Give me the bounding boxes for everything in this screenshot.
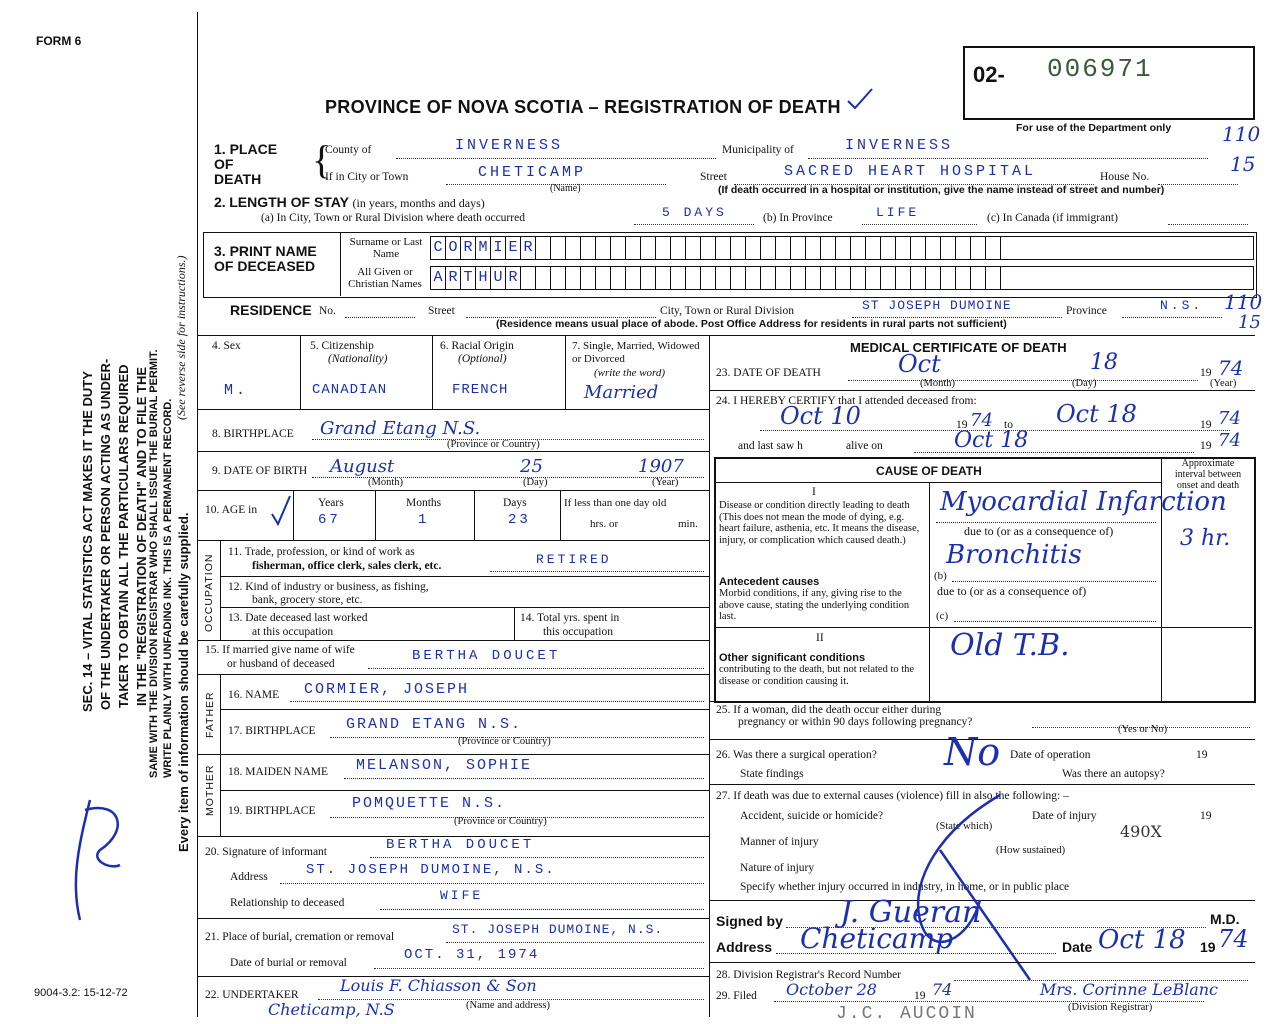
age-months: 1 xyxy=(418,512,430,528)
filed-year-prefix: 19 xyxy=(914,990,926,1002)
undertaker-address: Cheticamp, N.S xyxy=(268,1000,395,1019)
name-letter-box xyxy=(521,267,536,289)
filed-year: 74 xyxy=(932,980,953,999)
reg-number: 006971 xyxy=(1047,54,1153,84)
autopsy-label: Was there an autopsy? xyxy=(1062,768,1165,780)
side-instr-8: (See reverse side for instructions.) xyxy=(174,255,188,420)
name-letter-box xyxy=(731,237,746,259)
racial-value: FRENCH xyxy=(452,382,509,398)
injury-date-label: Date of injury xyxy=(1032,810,1097,822)
name-letter-box: R xyxy=(461,237,476,259)
q27-label: 27. If death was due to external causes (violence) fill in also the following: – xyxy=(716,790,1069,802)
dept-use-label: For use of the Department only xyxy=(1016,122,1172,134)
q12b-label: bank, grocery store, etc. xyxy=(252,594,363,606)
stay-b-value: LIFE xyxy=(876,205,920,220)
cause-ii: Old T.B. xyxy=(950,628,1070,663)
marital-sub: (write the word) xyxy=(594,367,666,379)
municipality-value: INVERNESS xyxy=(845,137,954,154)
informant-name: BERTHA DOUCET xyxy=(386,837,535,853)
name-letter-box xyxy=(536,267,551,289)
name-letter-box xyxy=(956,267,971,289)
q14-label: 14. Total yrs. spent in xyxy=(520,612,620,624)
cause-a: Myocardial Infarction xyxy=(940,487,1227,517)
stay-b-label: (b) In Province xyxy=(763,212,833,224)
burial-date: OCT. 31, 1974 xyxy=(404,947,540,963)
dob-day-hint: (Day) xyxy=(523,477,548,488)
side-instr-6: WRITE PLAINLY WITH UNFADING INK. THIS IS A PERMANENT RECORD. xyxy=(162,398,174,778)
name-letter-box xyxy=(656,267,671,289)
name-letter-box xyxy=(596,267,611,289)
name-letter-box xyxy=(866,237,881,259)
death-month: Oct xyxy=(898,350,941,378)
name-letter-box xyxy=(701,267,716,289)
res-city-label: City, Town or Rural Division xyxy=(660,305,795,317)
name-letter-box xyxy=(566,267,581,289)
racial-label: 6. Racial Origin xyxy=(440,340,514,352)
name-letter-box xyxy=(551,237,566,259)
birthplace-label: 8. BIRTHPLACE xyxy=(212,428,294,440)
father-birthplace: GRAND ETANG N.S. xyxy=(346,716,523,733)
informant-label: 20. Signature of informant xyxy=(205,846,328,858)
q13b-label: at this occupation xyxy=(252,626,334,638)
reg-prefix: 02- xyxy=(973,62,1005,87)
undertaker-name: Louis F. Chiasson & Son xyxy=(340,976,537,995)
due-to-1: due to (or as a consequence of) xyxy=(964,524,1114,538)
dob-year: 1907 xyxy=(638,456,684,477)
disease-label: Disease or condition directly leading to death (This does not mean the mode of dying, e.g. heart failure, asthenia, etc. It means the disease, injury, or complication which caused death.) xyxy=(719,500,920,546)
due-to-2: due to (or as a consequence of) xyxy=(937,584,1087,598)
undertaker-label: 22. UNDERTAKER xyxy=(205,989,299,1001)
occupation-side-label: OCCUPATION xyxy=(203,553,215,632)
death-year: 74 xyxy=(1218,356,1244,380)
side-instr-5: SAME WITH THE DIVISION REGISTRAR WHO SHALL ISSUE THE BURIAL PERMIT. xyxy=(148,349,160,778)
registration-number-box xyxy=(963,46,1255,120)
name-letter-box xyxy=(791,267,806,289)
dob-day: 25 xyxy=(520,456,543,477)
other-label: contributing to the death, but not related to the disease or condition causing it. xyxy=(719,664,915,687)
stay-c-label: (c) In Canada (if immigrant) xyxy=(987,212,1118,224)
other-title: Other significant conditions xyxy=(719,652,866,664)
name-letter-box: R xyxy=(446,267,461,289)
lastsaw-year: 74 xyxy=(1218,430,1241,451)
dept-code-4: 15 xyxy=(1238,312,1261,333)
dob-month-hint: (Month) xyxy=(368,477,403,488)
op-date-label: Date of operation xyxy=(1010,749,1091,761)
name-letter-box xyxy=(761,267,776,289)
registrar-hint: (Division Registrar) xyxy=(1068,1002,1153,1013)
name-letter-box xyxy=(896,237,911,259)
hrs-label: hrs. or xyxy=(590,518,619,530)
length-of-stay-label: 2. LENGTH OF STAY (in years, months and days) xyxy=(214,194,485,210)
informant-address: ST. JOSEPH DUMOINE, N.S. xyxy=(306,862,556,878)
name-letter-box xyxy=(1001,237,1253,259)
to-label: to xyxy=(1004,419,1013,431)
name-letter-box: C xyxy=(431,237,446,259)
res-province-value: N.S. xyxy=(1160,298,1204,313)
given-grid xyxy=(430,266,1254,290)
q15b-label: or husband of deceased xyxy=(227,658,335,670)
res-province-label: Province xyxy=(1066,305,1107,317)
side-instr-2: OF THE UNDERTAKER OR PERSON ACTING AS UNDER- xyxy=(98,358,113,710)
q15-label: 15. If married give name of wife xyxy=(205,644,355,656)
registrar-stamp: J.C. AUCOIN xyxy=(836,1004,977,1024)
date-of-death-label: 23. DATE OF DEATH xyxy=(716,367,821,379)
death-year-prefix: 19 xyxy=(1200,367,1212,379)
name-letter-box xyxy=(1001,267,1253,289)
q25b-label: pregnancy or within 90 days following pregnancy? xyxy=(738,716,973,728)
name-letter-box xyxy=(776,237,791,259)
father-side-label: FATHER xyxy=(204,691,216,738)
certify-label: 24. I HEREBY CERTIFY that I attended deceased from: xyxy=(716,395,977,407)
sig-year-prefix: 19 xyxy=(1200,939,1216,955)
name-letter-box xyxy=(821,237,836,259)
to-year: 74 xyxy=(1218,408,1241,429)
name-letter-box xyxy=(581,267,596,289)
min-label: min. xyxy=(678,518,698,530)
name-letter-box xyxy=(806,267,821,289)
q26-value: No xyxy=(944,730,1001,774)
citizenship-label: 5. Citizenship xyxy=(310,340,374,352)
sex-label: 4. Sex xyxy=(212,340,241,352)
name-letter-box xyxy=(926,267,941,289)
age-checkmark-icon xyxy=(270,494,292,528)
burial-place-label: 21. Place of burial, cremation or removal xyxy=(205,931,395,943)
name-letter-box xyxy=(611,267,626,289)
mother-maiden: MELANSON, SOPHIE xyxy=(356,757,533,774)
name-letter-box: O xyxy=(446,237,461,259)
sig-date: Oct 18 xyxy=(1098,925,1186,955)
citizenship-sub: (Nationality) xyxy=(328,353,388,365)
lessday-label: If less than one day old xyxy=(564,497,667,509)
alive-label: alive on xyxy=(846,440,883,452)
days-label: Days xyxy=(503,497,527,509)
signature-flourish-icon xyxy=(880,790,1060,990)
name-letter-box xyxy=(626,267,641,289)
medical-title: MEDICAL CERTIFICATE OF DEATH xyxy=(850,340,1067,355)
side-instr-3: TAKER TO OBTAIN ALL THE PARTICULARS REQUIRED xyxy=(116,364,131,708)
dob-month: August xyxy=(330,456,395,477)
name-letter-box xyxy=(911,267,926,289)
hospital-note: (If death occurred in a hospital or institution, give the name instead of street and number) xyxy=(718,184,1165,196)
op-year-prefix: 19 xyxy=(1196,749,1208,761)
name-letter-box xyxy=(686,237,701,259)
father-name-label: 16. NAME xyxy=(228,689,280,701)
age-years: 67 xyxy=(318,512,341,528)
age-days: 23 xyxy=(508,512,531,528)
maiden-label: 18. MAIDEN NAME xyxy=(228,766,328,778)
manner-label: Manner of injury xyxy=(740,836,819,848)
name-letter-box: M xyxy=(476,237,491,259)
name-letter-box xyxy=(671,237,686,259)
form-label: FORM 6 xyxy=(36,34,82,48)
dept-code-2: 15 xyxy=(1230,152,1256,176)
physician-address: Cheticamp xyxy=(800,922,954,955)
name-letter-box xyxy=(941,237,956,259)
house-label: House No. xyxy=(1100,171,1150,183)
name-letter-box xyxy=(851,267,866,289)
filed-date: October 28 xyxy=(786,980,877,999)
surname-grid xyxy=(430,236,1254,260)
city-value: CHETICAMP xyxy=(478,164,587,181)
sex-value: M. xyxy=(224,382,249,399)
name-letter-box xyxy=(836,237,851,259)
name-letter-box xyxy=(956,237,971,259)
name-letter-box xyxy=(881,267,896,289)
attended-from: Oct 10 xyxy=(780,402,861,430)
q14b-label: this occupation xyxy=(543,626,613,638)
death-month-hint: (Month) xyxy=(920,378,955,389)
sig-date-label: Date xyxy=(1062,939,1093,955)
stay-a-label: (a) In City, Town or Rural Division where death occurred xyxy=(261,212,525,224)
name-letter-box xyxy=(806,237,821,259)
father-name: CORMIER, JOSEPH xyxy=(304,681,470,698)
father-birthplace-hint: (Province or Country) xyxy=(458,736,551,747)
res-city-value: ST JOSEPH DUMOINE xyxy=(862,298,1012,313)
street-label: Street xyxy=(700,171,727,183)
dept-code-3: 110 xyxy=(1224,290,1263,314)
cause-b: Bronchitis xyxy=(946,540,1082,570)
q11-label: 11. Trade, profession, or kind of work as xyxy=(228,546,415,558)
name-letter-box xyxy=(761,237,776,259)
yes-no-hint: (Yes or No) xyxy=(1118,724,1168,735)
name-letter-box: A xyxy=(431,267,446,289)
specify-label: Specify whether injury occurred in industry, in home, or in public place xyxy=(740,881,1070,893)
attended-to: Oct 18 xyxy=(1056,400,1137,428)
side-instr-1: SEC. 14 – VITAL STATISTICS ACT MAKES IT THE DUTY xyxy=(80,371,95,712)
death-year-hint: (Year) xyxy=(1210,378,1237,389)
interval-label: Approximate interval between onset and death xyxy=(1174,458,1242,491)
name-letter-box xyxy=(911,237,926,259)
stay-a-value: 5 DAYS xyxy=(662,205,727,220)
q26-label: 26. Was there a surgical operation? xyxy=(716,749,877,761)
q12-label: 12. Kind of industry or business, as fishing, xyxy=(228,581,429,593)
cause-title: CAUSE OF DEATH xyxy=(876,464,982,478)
from-year-prefix: 19 xyxy=(956,419,968,431)
dob-year-hint: (Year) xyxy=(652,477,679,488)
county-label: County of xyxy=(325,144,372,156)
name-letter-box xyxy=(581,237,596,259)
name-letter-box xyxy=(836,267,851,289)
relationship-value: WIFE xyxy=(440,888,484,903)
mother-birthplace-label: 19. BIRTHPLACE xyxy=(228,805,316,817)
name-letter-box xyxy=(626,237,641,259)
q25-label: 25. If a woman, did the death occur either during xyxy=(716,704,942,716)
citizenship-value: CANADIAN xyxy=(312,382,388,398)
marital-value: Married xyxy=(584,382,659,403)
q28-label: 28. Division Registrar's Record Number xyxy=(716,969,902,981)
residence-note: (Residence means usual place of abode. Post Office Address for residents in rural parts not sufficient) xyxy=(496,318,1007,330)
name-letter-box xyxy=(701,237,716,259)
res-street-label: Street xyxy=(428,305,455,317)
state-which-hint: (State which) xyxy=(936,821,993,832)
name-letter-box xyxy=(611,237,626,259)
sig-year: 74 xyxy=(1218,925,1249,953)
name-letter-box xyxy=(716,267,731,289)
street-value: SACRED HEART HOSPITAL xyxy=(784,163,1037,180)
name-letter-box xyxy=(941,267,956,289)
name-letter-box xyxy=(716,237,731,259)
margin-scribble-icon xyxy=(50,790,140,930)
burial-date-label: Date of burial or removal xyxy=(230,957,347,969)
relationship-label: Relationship to deceased xyxy=(230,897,345,909)
death-day: 18 xyxy=(1090,350,1118,375)
mother-birthplace-hint: (Province or Country) xyxy=(454,816,547,827)
md-label: M.D. xyxy=(1210,911,1240,927)
name-letter-box xyxy=(986,267,1001,289)
birthplace-value: Grand Etang N.S. xyxy=(320,418,481,439)
father-birthplace-label: 17. BIRTHPLACE xyxy=(228,725,316,737)
injury-year-prefix: 19 xyxy=(1200,810,1212,822)
years-label: Years xyxy=(318,497,344,509)
name-letter-box xyxy=(776,267,791,289)
birthplace-hint: (Province or Country) xyxy=(447,439,540,450)
lastsaw-label: and last saw h xyxy=(738,440,803,452)
spouse-name: BERTHA DOUCET xyxy=(412,648,561,664)
last-saw-date: Oct 18 xyxy=(954,428,1029,453)
name-letter-box xyxy=(971,237,986,259)
q13-label: 13. Date deceased last worked xyxy=(228,612,368,624)
name-letter-box xyxy=(896,267,911,289)
name-letter-box xyxy=(881,237,896,259)
municipality-label: Municipality of xyxy=(722,144,794,156)
informant-address-label: Address xyxy=(230,871,268,883)
surname-label: Surname or Last Name xyxy=(349,236,423,260)
from-year: 74 xyxy=(970,410,993,431)
cause-a-interval: 3 hr. xyxy=(1180,526,1231,551)
racial-sub: (Optional) xyxy=(458,353,507,365)
manner-note: 490X xyxy=(1120,822,1162,841)
dept-code-1: 110 xyxy=(1222,122,1261,146)
undertaker-hint: (Name and address) xyxy=(466,1000,550,1011)
sig-address-label: Address xyxy=(716,939,773,955)
marital-label: 7. Single, Married, Widowed or Divorced xyxy=(572,340,700,365)
name-letter-box xyxy=(866,267,881,289)
q11-value: RETIRED xyxy=(536,552,612,567)
antecedent-title: Antecedent causes xyxy=(719,576,820,588)
name-letter-box xyxy=(671,267,686,289)
mother-birthplace: POMQUETTE N.S. xyxy=(352,795,507,812)
burial-place: ST. JOSEPH DUMOINE, N.S. xyxy=(452,922,664,937)
to-year-prefix: 19 xyxy=(1200,419,1212,431)
name-hint: (Name) xyxy=(550,183,581,194)
dob-label: 9. DATE OF BIRTH xyxy=(212,465,308,477)
name-letter-box xyxy=(791,237,806,259)
registrar-signature: Mrs. Corinne LeBlanc xyxy=(1040,980,1218,999)
accident-label: Accident, suicide or homicide? xyxy=(740,810,884,822)
lastsaw-year-prefix: 19 xyxy=(1200,440,1212,452)
name-letter-box xyxy=(536,237,551,259)
death-day-hint: (Day) xyxy=(1072,378,1097,389)
form-code: 9004-3.2: 15-12-72 xyxy=(34,987,128,999)
city-label: If in City or Town xyxy=(325,171,409,183)
name-letter-box: T xyxy=(461,267,476,289)
name-letter-box xyxy=(641,237,656,259)
section-i: I xyxy=(812,486,816,498)
name-letter-box: R xyxy=(521,237,536,259)
checkmark-icon xyxy=(845,86,875,111)
place-of-death-label: 1. PLACE OF DEATH xyxy=(214,141,278,187)
given-label: All Given or Christian Names xyxy=(348,266,422,290)
name-letter-box: H xyxy=(476,267,491,289)
q11b-label: fisherman, office clerk, sales clerk, etc. xyxy=(252,560,442,572)
name-letter-box xyxy=(566,237,581,259)
name-letter-box xyxy=(731,267,746,289)
county-value: INVERNESS xyxy=(455,137,564,154)
physician-signature: J. Gueran xyxy=(840,895,982,930)
res-no-label: No. xyxy=(319,305,336,317)
nature-label: Nature of injury xyxy=(740,862,815,874)
section-ii: II xyxy=(816,632,824,644)
side-instr-4: IN THE "REGISTRATION OF DEATH" AND TO FILE THE xyxy=(134,366,149,706)
name-letter-box xyxy=(686,267,701,289)
name-letter-box: I xyxy=(491,237,506,259)
residence-label: RESIDENCE xyxy=(230,302,312,318)
page-title: PROVINCE OF NOVA SCOTIA – REGISTRATION OF DEATH xyxy=(325,97,841,117)
name-letter-box xyxy=(746,267,761,289)
print-name-label: 3. PRINT NAME OF DECEASED xyxy=(214,243,317,274)
name-letter-box xyxy=(596,237,611,259)
mother-side-label: MOTHER xyxy=(204,764,216,816)
name-letter-box: U xyxy=(491,267,506,289)
months-label: Months xyxy=(406,497,442,509)
name-letter-box xyxy=(986,237,1001,259)
findings-label: State findings xyxy=(740,768,804,780)
name-letter-box: R xyxy=(506,267,521,289)
antecedent-label: Morbid conditions, if any, giving rise to the above cause, stating the underlying condition last. xyxy=(719,588,910,622)
name-letter-box xyxy=(821,267,836,289)
name-letter-box xyxy=(971,267,986,289)
name-letter-box xyxy=(656,237,671,259)
name-letter-box: E xyxy=(506,237,521,259)
side-instr-7: Every item of information should be carefully supplied. xyxy=(176,512,191,852)
name-letter-box xyxy=(746,237,761,259)
name-letter-box xyxy=(641,267,656,289)
signed-label: Signed by xyxy=(716,913,783,929)
how-sustained-hint: (How sustained) xyxy=(996,845,1066,856)
q29-label: 29. Filed xyxy=(716,990,757,1002)
name-letter-box xyxy=(551,267,566,289)
age-label: 10. AGE in xyxy=(205,504,258,516)
name-letter-box xyxy=(851,237,866,259)
name-letter-box xyxy=(926,237,941,259)
